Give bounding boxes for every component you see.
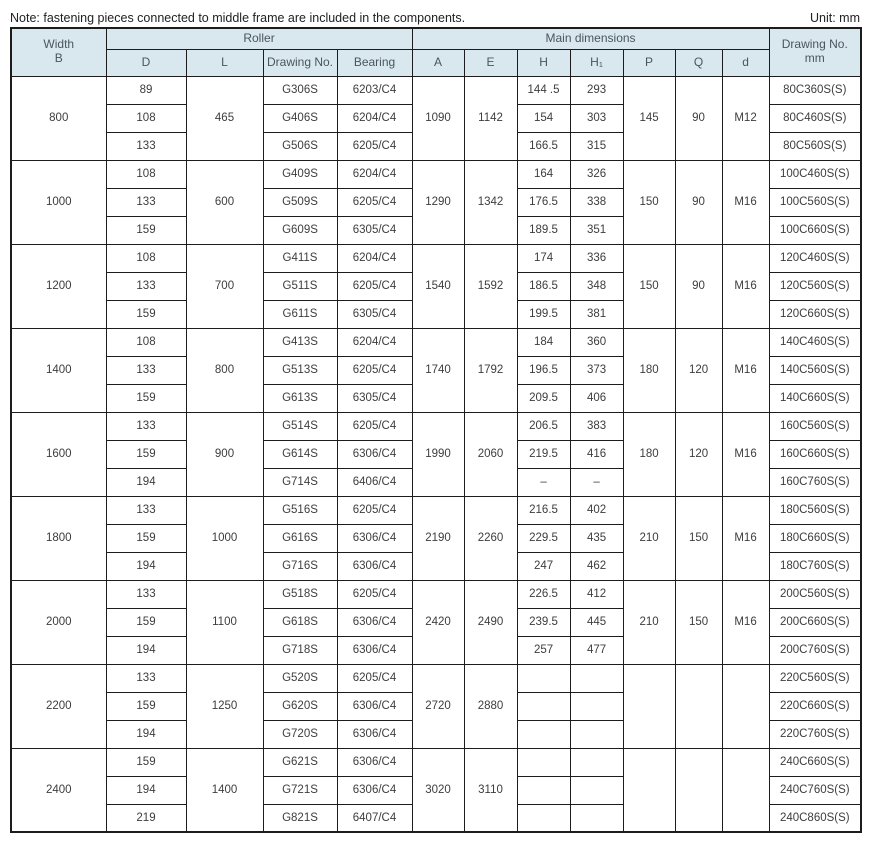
cell-h1: 373 (570, 356, 623, 384)
cell-h: 257 (517, 636, 570, 664)
cell-h (517, 692, 570, 720)
cell-roller-drawing: G720S (263, 720, 337, 748)
header-row-1 (11, 28, 861, 49)
cell-roller-bearing: 6306/C4 (337, 692, 412, 720)
cell-h1 (570, 804, 623, 832)
cell-p: 210 (623, 580, 675, 664)
cell-h1: 315 (570, 132, 623, 160)
cell-roller-bearing: 6305/C4 (337, 300, 412, 328)
cell-e: 1342 (464, 160, 517, 244)
cell-h: 229.5 (517, 524, 570, 552)
cell-drawing-no: 120C660S(S) (769, 300, 861, 328)
cell-e: 2260 (464, 496, 517, 580)
header-drawing-line2: mm (804, 51, 825, 66)
cell-d-thread: M16 (722, 580, 769, 664)
cell-h1: 402 (570, 496, 623, 524)
cell-roller-bearing: 6305/C4 (337, 384, 412, 412)
cell-h: 164 (517, 160, 570, 188)
header-width-b (11, 28, 106, 76)
cell-h: 184 (517, 328, 570, 356)
cell-width-b: 2400 (11, 748, 106, 832)
cell-roller-drawing: G614S (263, 440, 337, 468)
cell-p: 180 (623, 328, 675, 412)
cell-roller-d: 133 (106, 412, 186, 440)
cell-roller-drawing: G613S (263, 384, 337, 412)
cell-drawing-no: 100C660S(S) (769, 216, 861, 244)
cell-roller-bearing: 6205/C4 (337, 412, 412, 440)
cell-roller-d: 219 (106, 804, 186, 832)
cell-h: 189.5 (517, 216, 570, 244)
cell-roller-drawing: G413S (263, 328, 337, 356)
cell-roller-drawing: G516S (263, 496, 337, 524)
cell-q (675, 748, 722, 832)
cell-roller-bearing: 6205/C4 (337, 580, 412, 608)
cell-h1: 477 (570, 636, 623, 664)
cell-roller-l: 1000 (186, 496, 263, 580)
cell-drawing-no: 200C560S(S) (769, 580, 861, 608)
table-row (11, 748, 861, 776)
cell-a: 1090 (412, 76, 464, 160)
cell-roller-bearing: 6205/C4 (337, 356, 412, 384)
cell-h: 209.5 (517, 384, 570, 412)
cell-roller-bearing: 6306/C4 (337, 748, 412, 776)
cell-width-b: 800 (11, 76, 106, 160)
cell-h1: 416 (570, 440, 623, 468)
cell-h: 226.5 (517, 580, 570, 608)
cell-h: 199.5 (517, 300, 570, 328)
cell-roller-drawing: G409S (263, 160, 337, 188)
cell-h: 186.5 (517, 272, 570, 300)
header-drawing-no-mm (769, 28, 861, 76)
cell-h1 (570, 776, 623, 804)
cell-a: 1740 (412, 328, 464, 412)
cell-drawing-no: 200C660S(S) (769, 608, 861, 636)
cell-roller-d: 159 (106, 608, 186, 636)
cell-h1: – (570, 468, 623, 496)
cell-roller-drawing: G518S (263, 580, 337, 608)
cell-p: 150 (623, 160, 675, 244)
cell-drawing-no: 240C760S(S) (769, 776, 861, 804)
cell-e: 3110 (464, 748, 517, 832)
cell-h1: 303 (570, 104, 623, 132)
cell-roller-l: 465 (186, 76, 263, 160)
cell-drawing-no: 140C460S(S) (769, 328, 861, 356)
cell-h: 206.5 (517, 412, 570, 440)
cell-h: 239.5 (517, 608, 570, 636)
cell-h1 (570, 664, 623, 692)
cell-roller-bearing: 6205/C4 (337, 664, 412, 692)
cell-roller-bearing: 6204/C4 (337, 328, 412, 356)
cell-roller-bearing: 6305/C4 (337, 216, 412, 244)
subheader-p: P (623, 49, 675, 76)
cell-drawing-no: 240C660S(S) (769, 748, 861, 776)
cell-drawing-no: 80C360S(S) (769, 76, 861, 104)
cell-roller-drawing: G506S (263, 132, 337, 160)
cell-roller-d: 108 (106, 244, 186, 272)
cell-roller-l: 900 (186, 412, 263, 496)
cell-d-thread (722, 748, 769, 832)
cell-h: – (517, 468, 570, 496)
cell-roller-d: 133 (106, 188, 186, 216)
cell-roller-d: 194 (106, 776, 186, 804)
cell-h (517, 776, 570, 804)
cell-roller-d: 133 (106, 356, 186, 384)
cell-a: 2190 (412, 496, 464, 580)
cell-drawing-no: 180C660S(S) (769, 524, 861, 552)
cell-roller-d: 159 (106, 384, 186, 412)
cell-drawing-no: 220C660S(S) (769, 692, 861, 720)
cell-q: 90 (675, 160, 722, 244)
cell-drawing-no: 80C560S(S) (769, 132, 861, 160)
cell-h: 216.5 (517, 496, 570, 524)
cell-roller-d: 133 (106, 580, 186, 608)
cell-h1: 348 (570, 272, 623, 300)
cell-roller-bearing: 6306/C4 (337, 608, 412, 636)
header-width-b-line1: Width (43, 37, 75, 52)
cell-h: 196.5 (517, 356, 570, 384)
cell-drawing-no: 200C760S(S) (769, 636, 861, 664)
cell-width-b: 1600 (11, 412, 106, 496)
cell-h (517, 804, 570, 832)
cell-roller-drawing: G609S (263, 216, 337, 244)
cell-h: 176.5 (517, 188, 570, 216)
cell-h1: 383 (570, 412, 623, 440)
note-text: Note: fastening pieces connected to middle frame are included in the components. (10, 11, 466, 25)
table-row (11, 328, 861, 356)
cell-roller-drawing: G618S (263, 608, 337, 636)
cell-e: 2490 (464, 580, 517, 664)
cell-roller-bearing: 6204/C4 (337, 160, 412, 188)
cell-roller-d: 133 (106, 132, 186, 160)
cell-a: 1990 (412, 412, 464, 496)
cell-roller-d: 159 (106, 216, 186, 244)
cell-h1: 381 (570, 300, 623, 328)
subheader-a: A (412, 49, 464, 76)
cell-roller-drawing: G620S (263, 692, 337, 720)
cell-roller-d: 133 (106, 272, 186, 300)
cell-e: 2060 (464, 412, 517, 496)
cell-roller-drawing: G821S (263, 804, 337, 832)
unit-label: Unit: mm (810, 11, 860, 25)
cell-h: 174 (517, 244, 570, 272)
table-row (11, 76, 861, 104)
cell-roller-bearing: 6407/C4 (337, 804, 412, 832)
cell-e: 2880 (464, 664, 517, 748)
cell-width-b: 1400 (11, 328, 106, 412)
cell-h1: 435 (570, 524, 623, 552)
cell-p: 210 (623, 496, 675, 580)
subheader-d: D (106, 49, 186, 76)
subheader-h1: H₁ (570, 49, 623, 76)
cell-d-thread: M12 (722, 76, 769, 160)
cell-width-b: 1000 (11, 160, 106, 244)
table-row (11, 160, 861, 188)
cell-roller-drawing: G306S (263, 76, 337, 104)
cell-roller-drawing: G716S (263, 552, 337, 580)
cell-drawing-no: 140C560S(S) (769, 356, 861, 384)
cell-q: 90 (675, 76, 722, 160)
cell-roller-drawing: G520S (263, 664, 337, 692)
header-row-2 (11, 49, 861, 76)
cell-roller-drawing: G718S (263, 636, 337, 664)
cell-roller-bearing: 6205/C4 (337, 496, 412, 524)
cell-roller-drawing: G621S (263, 748, 337, 776)
header-drawing-line1: Drawing No. (781, 37, 848, 52)
subheader-q: Q (675, 49, 722, 76)
cell-q: 90 (675, 244, 722, 328)
cell-h: 144 .5 (517, 76, 570, 104)
cell-q: 120 (675, 328, 722, 412)
table-row (11, 244, 861, 272)
cell-h: 154 (517, 104, 570, 132)
cell-roller-bearing: 6204/C4 (337, 244, 412, 272)
cell-roller-d: 108 (106, 328, 186, 356)
cell-roller-d: 194 (106, 468, 186, 496)
cell-roller-drawing: G513S (263, 356, 337, 384)
cell-d-thread: M16 (722, 496, 769, 580)
cell-drawing-no: 160C560S(S) (769, 412, 861, 440)
subheader-bearing: Bearing (337, 49, 412, 76)
cell-width-b: 1800 (11, 496, 106, 580)
cell-width-b: 2000 (11, 580, 106, 664)
header-roller: Roller (106, 28, 412, 49)
cell-width-b: 1200 (11, 244, 106, 328)
cell-roller-bearing: 6306/C4 (337, 552, 412, 580)
cell-h1: 360 (570, 328, 623, 356)
cell-roller-bearing: 6306/C4 (337, 720, 412, 748)
cell-roller-d: 194 (106, 720, 186, 748)
cell-roller-d: 159 (106, 440, 186, 468)
cell-roller-d: 108 (106, 160, 186, 188)
table-header (11, 28, 861, 76)
cell-roller-drawing: G411S (263, 244, 337, 272)
cell-drawing-no: 100C560S(S) (769, 188, 861, 216)
cell-h1: 406 (570, 384, 623, 412)
cell-roller-drawing: G714S (263, 468, 337, 496)
cell-h1 (570, 720, 623, 748)
cell-roller-d: 108 (106, 104, 186, 132)
cell-roller-bearing: 6204/C4 (337, 104, 412, 132)
cell-roller-d: 194 (106, 552, 186, 580)
cell-e: 1592 (464, 244, 517, 328)
cell-h1: 351 (570, 216, 623, 244)
cell-d-thread (722, 664, 769, 748)
cell-roller-bearing: 6203/C4 (337, 76, 412, 104)
cell-roller-drawing: G514S (263, 412, 337, 440)
cell-h: 219.5 (517, 440, 570, 468)
cell-e: 1142 (464, 76, 517, 160)
cell-h (517, 748, 570, 776)
cell-drawing-no: 120C460S(S) (769, 244, 861, 272)
table-row (11, 496, 861, 524)
cell-p: 180 (623, 412, 675, 496)
cell-roller-l: 700 (186, 244, 263, 328)
cell-p: 150 (623, 244, 675, 328)
cell-a: 3020 (412, 748, 464, 832)
cell-roller-d: 159 (106, 300, 186, 328)
cell-roller-drawing: G509S (263, 188, 337, 216)
cell-a: 2420 (412, 580, 464, 664)
cell-a: 2720 (412, 664, 464, 748)
subheader-d-thread: d (722, 49, 769, 76)
cell-roller-l: 800 (186, 328, 263, 412)
cell-d-thread: M16 (722, 328, 769, 412)
cell-h (517, 720, 570, 748)
cell-roller-drawing: G611S (263, 300, 337, 328)
cell-roller-drawing: G406S (263, 104, 337, 132)
cell-h1 (570, 692, 623, 720)
dimensions-table (10, 27, 862, 833)
cell-drawing-no: 180C560S(S) (769, 496, 861, 524)
cell-roller-l: 1400 (186, 748, 263, 832)
cell-drawing-no: 220C760S(S) (769, 720, 861, 748)
cell-h1: 293 (570, 76, 623, 104)
cell-roller-d: 194 (106, 636, 186, 664)
cell-d-thread: M16 (722, 412, 769, 496)
cell-q (675, 664, 722, 748)
cell-a: 1290 (412, 160, 464, 244)
cell-roller-bearing: 6306/C4 (337, 776, 412, 804)
cell-drawing-no: 140C660S(S) (769, 384, 861, 412)
cell-d-thread: M16 (722, 244, 769, 328)
cell-h1: 336 (570, 244, 623, 272)
cell-drawing-no: 160C760S(S) (769, 468, 861, 496)
cell-roller-bearing: 6306/C4 (337, 440, 412, 468)
cell-h1: 412 (570, 580, 623, 608)
cell-drawing-no: 220C560S(S) (769, 664, 861, 692)
cell-drawing-no: 120C560S(S) (769, 272, 861, 300)
table-body (11, 76, 861, 832)
cell-roller-drawing: G511S (263, 272, 337, 300)
top-bar (10, 0, 860, 27)
cell-q: 150 (675, 580, 722, 664)
cell-roller-bearing: 6205/C4 (337, 132, 412, 160)
table-row (11, 580, 861, 608)
cell-drawing-no: 160C660S(S) (769, 440, 861, 468)
cell-p (623, 748, 675, 832)
cell-h: 166.5 (517, 132, 570, 160)
cell-h1: 326 (570, 160, 623, 188)
cell-h1: 338 (570, 188, 623, 216)
cell-roller-l: 1250 (186, 664, 263, 748)
cell-roller-d: 159 (106, 524, 186, 552)
cell-roller-d: 89 (106, 76, 186, 104)
cell-drawing-no: 100C460S(S) (769, 160, 861, 188)
cell-roller-l: 1100 (186, 580, 263, 664)
cell-h (517, 664, 570, 692)
cell-drawing-no: 80C460S(S) (769, 104, 861, 132)
cell-drawing-no: 180C760S(S) (769, 552, 861, 580)
cell-h1 (570, 748, 623, 776)
cell-p (623, 664, 675, 748)
cell-roller-drawing: G721S (263, 776, 337, 804)
cell-roller-bearing: 6306/C4 (337, 636, 412, 664)
cell-h1: 462 (570, 552, 623, 580)
cell-a: 1540 (412, 244, 464, 328)
cell-roller-bearing: 6205/C4 (337, 272, 412, 300)
subheader-l: L (186, 49, 263, 76)
cell-roller-d: 133 (106, 496, 186, 524)
cell-roller-d: 133 (106, 664, 186, 692)
cell-roller-drawing: G616S (263, 524, 337, 552)
subheader-h: H (517, 49, 570, 76)
table-row (11, 412, 861, 440)
cell-roller-l: 600 (186, 160, 263, 244)
cell-roller-bearing: 6406/C4 (337, 468, 412, 496)
cell-e: 1792 (464, 328, 517, 412)
cell-h: 247 (517, 552, 570, 580)
subheader-drawing: Drawing No. (263, 49, 337, 76)
header-main-dimensions: Main dimensions (412, 28, 769, 49)
cell-roller-d: 159 (106, 692, 186, 720)
cell-roller-d: 159 (106, 748, 186, 776)
table-row (11, 664, 861, 692)
cell-p: 145 (623, 76, 675, 160)
cell-q: 120 (675, 412, 722, 496)
cell-h1: 445 (570, 608, 623, 636)
cell-d-thread: M16 (722, 160, 769, 244)
cell-roller-bearing: 6205/C4 (337, 188, 412, 216)
cell-width-b: 2200 (11, 664, 106, 748)
cell-q: 150 (675, 496, 722, 580)
header-width-b-line2: B (54, 51, 63, 66)
cell-drawing-no: 240C860S(S) (769, 804, 861, 832)
subheader-e: E (464, 49, 517, 76)
cell-roller-bearing: 6306/C4 (337, 524, 412, 552)
